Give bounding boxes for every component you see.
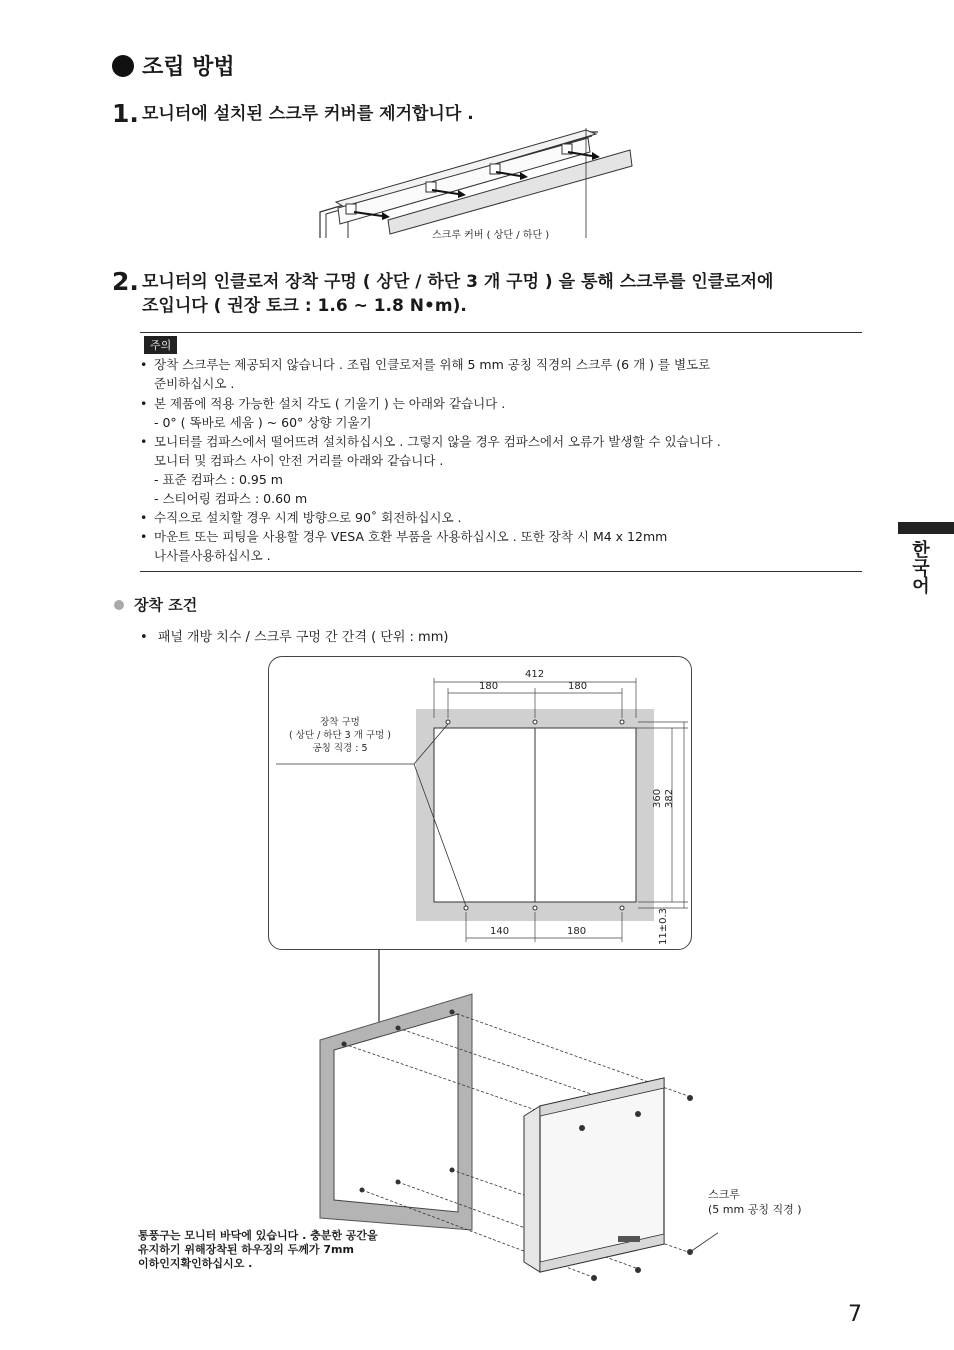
step-number: 2. xyxy=(112,267,139,296)
notice-line: • 본 제품에 적용 가능한 설치 각도 ( 기울기 ) 는 아래와 같습니다 . xyxy=(140,396,506,411)
notice-line: • 모니터를 컴파스에서 떨어뜨려 설치하십시오 . 그렇지 않을 경우 컴파스에서 오류가 발생할 수 있습니다 . xyxy=(140,434,721,449)
mounting-hole-label: 장착 구멍 ( 상단 / 하단 3 개 구멍 ) 공칭 직경 : 5 xyxy=(288,717,392,754)
step-number: 1. xyxy=(112,99,139,128)
step-text: 모니터에 설치된 스크루 커버를 제거합니다 . xyxy=(142,104,474,124)
step-1 xyxy=(112,100,474,128)
screw-label: 스크루 (5 mm 공칭 직경 ) xyxy=(708,1188,802,1216)
notice-tag: 주의 xyxy=(144,336,177,354)
section-title-text: 조립 방법 xyxy=(142,55,235,80)
conditions-title-text: 장착 조건 xyxy=(134,596,198,614)
bullet-dot-icon xyxy=(114,600,124,610)
notice-line: - 스티어링 컴파스 : 0.60 m xyxy=(154,491,308,506)
notice-line: • 장착 스크루는 제공되지 않습니다 . 조립 인클로저를 위해 5 mm 공칭 직경의 스크루 (6 개 ) 를 별도로 xyxy=(140,357,711,372)
step-text-line: 조입니다 ( 권장 토크 : 1.6 ~ 1.8 N•m). xyxy=(142,296,467,316)
notice-line: 나사를사용하십시오 . xyxy=(154,548,271,563)
dim-bottom-left: 140 xyxy=(490,926,510,937)
section-title xyxy=(112,50,235,81)
notice-line: - 표준 컴파스 : 0.95 m xyxy=(154,472,283,487)
notice-line: 모니터 및 컴파스 사이 안전 거리를 아래와 같습니다 . xyxy=(154,453,444,468)
dim-top-total: 412 xyxy=(525,669,545,680)
bullet-dot-icon xyxy=(112,55,134,77)
notice-line: • 수직으로 설치할 경우 시계 방향으로 90˚ 회전하십시오 . xyxy=(140,510,462,525)
language-tab-bar xyxy=(898,522,954,534)
step-text-block xyxy=(142,268,773,318)
dimension-drawing xyxy=(268,656,692,950)
screw-cover-figure xyxy=(318,128,638,240)
language-tab-label: 한국어 xyxy=(909,540,930,594)
page-number: 7 xyxy=(848,1302,862,1327)
dim-bottom-right: 180 xyxy=(567,926,587,937)
figure-caption: 스크루 커버 ( 상단 / 하단 ) xyxy=(432,230,550,241)
notice-box xyxy=(140,332,862,572)
notice-line: • 마운트 또는 피팅을 사용할 경우 VESA 호환 부품을 사용하십시오 . 또한 장착 시 M4 x 12mm xyxy=(140,529,668,544)
conditions-title xyxy=(114,594,197,615)
dim-right-inner: 360 xyxy=(652,788,663,808)
assembly-figure xyxy=(318,990,718,1290)
notice-line: 준비하십시오 . xyxy=(154,376,235,391)
dim-right-outer: 382 xyxy=(664,788,675,808)
dim-top-left: 180 xyxy=(479,681,499,692)
step-2 xyxy=(112,268,773,318)
dim-top-right: 180 xyxy=(568,681,588,692)
step-text-line: 모니터의 인클로저 장착 구멍 ( 상단 / 하단 3 개 구멍 ) 을 통해 스크루를 인클로저에 xyxy=(142,272,774,292)
notice-line: - 0° ( 똑바로 세움 ) ~ 60° 상향 기울기 xyxy=(154,415,372,430)
conditions-item: • 패널 개방 치수 / 스크루 구멍 간 간격 ( 단위 : mm) xyxy=(140,630,449,645)
dim-right-offset: 11±0.3 xyxy=(658,907,669,945)
vent-note: 통풍구는 모니터 바닥에 있습니다 . 충분한 공간을 유지하기 위해장착된 하우징의 두께가 7mm 이하인지확인하십시오 . xyxy=(138,1229,378,1270)
